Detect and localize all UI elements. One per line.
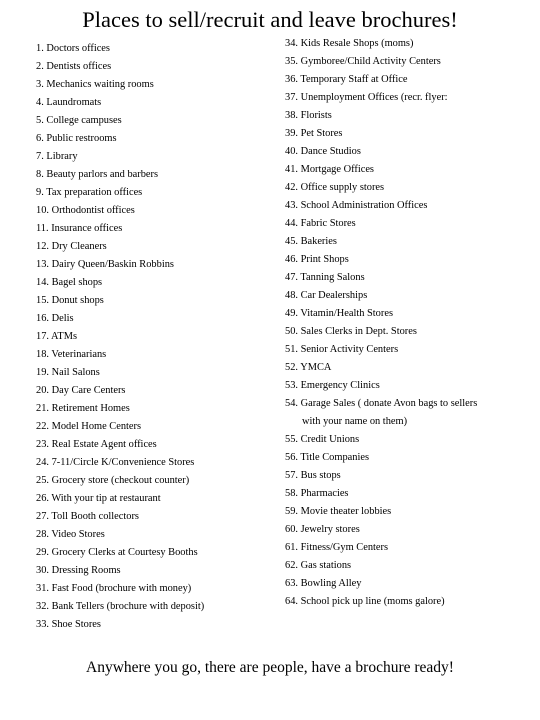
list-item: 37. Unemployment Offices (recr. flyer: xyxy=(285,92,448,103)
list-item: 39. Pet Stores xyxy=(285,128,343,139)
list-item: 36. Temporary Staff at Office xyxy=(285,74,408,85)
list-item: 44. Fabric Stores xyxy=(285,218,356,229)
list-item: 21. Retirement Homes xyxy=(36,403,130,414)
list-item: 6. Public restrooms xyxy=(36,133,117,144)
list-item: 41. Mortgage Offices xyxy=(285,164,374,175)
list-item: 63. Bowling Alley xyxy=(285,578,362,589)
list-item: 20. Day Care Centers xyxy=(36,385,126,396)
list-item: 24. 7-11/Circle K/Convenience Stores xyxy=(36,457,195,468)
list-item: 11. Insurance offices xyxy=(36,223,123,234)
footer-tagline: Anywhere you go, there are people, have a brochure ready! xyxy=(86,659,454,676)
list-item: 33. Shoe Stores xyxy=(36,619,101,630)
list-item: 35. Gymboree/Child Activity Centers xyxy=(285,56,441,67)
list-item: 25. Grocery store (checkout counter) xyxy=(36,475,190,486)
list-item: 23. Real Estate Agent offices xyxy=(36,439,157,450)
list-item: 17. ATMs xyxy=(36,331,77,342)
list-item: 16. Delis xyxy=(36,313,74,324)
list-item: 40. Dance Studios xyxy=(285,146,361,157)
list-item: 64. School pick up line (moms galore) xyxy=(285,596,445,607)
list-item: 59. Movie theater lobbies xyxy=(285,506,392,517)
list-item: 49. Vitamin/Health Stores xyxy=(285,308,393,319)
list-item: 10. Orthodontist offices xyxy=(36,205,135,216)
list-item: 15. Donut shops xyxy=(36,295,104,306)
list-item: 57. Bus stops xyxy=(285,470,341,481)
list-item: 8. Beauty parlors and barbers xyxy=(36,169,159,180)
list-item-continuation: with your name on them) xyxy=(302,416,408,427)
list-item: 61. Fitness/Gym Centers xyxy=(285,542,389,553)
list-item: 18. Veterinarians xyxy=(36,349,107,360)
list-item: 38. Florists xyxy=(285,110,332,121)
list-item: 13. Dairy Queen/Baskin Robbins xyxy=(36,259,174,270)
list-item: 60. Jewelry stores xyxy=(285,524,360,535)
list-item: 52. YMCA xyxy=(285,362,332,373)
list-item: 9. Tax preparation offices xyxy=(36,187,143,198)
list-item: 1. Doctors offices xyxy=(36,43,110,54)
list-item: 55. Credit Unions xyxy=(285,434,360,445)
list-item: 47. Tanning Salons xyxy=(285,272,365,283)
list-item: 7. Library xyxy=(36,151,78,162)
list-item: 42. Office supply stores xyxy=(285,182,385,193)
list-item: 45. Bakeries xyxy=(285,236,337,247)
list-item: 2. Dentists offices xyxy=(36,61,112,72)
list-item xyxy=(285,413,535,431)
list-item: 54. Garage Sales ( donate Avon bags to sellers xyxy=(285,398,478,409)
list-item: 30. Dressing Rooms xyxy=(36,565,121,576)
list-item: 3. Mechanics waiting rooms xyxy=(36,79,154,90)
list-item: 28. Video Stores xyxy=(36,529,105,540)
list-item: 26. With your tip at restaurant xyxy=(36,493,161,504)
list-item: 43. School Administration Offices xyxy=(285,200,428,211)
page-title: Places to sell/recruit and leave brochures! xyxy=(82,7,458,32)
list-item: 22. Model Home Centers xyxy=(36,421,142,432)
list-item: 4. Laundromats xyxy=(36,97,102,108)
list-item: 46. Print Shops xyxy=(285,254,349,265)
list-item: 12. Dry Cleaners xyxy=(36,241,107,252)
list-item: 53. Emergency Clinics xyxy=(285,380,380,391)
list-item: 32. Bank Tellers (brochure with deposit) xyxy=(36,601,205,612)
places-list-right xyxy=(285,35,535,611)
list-item: 51. Senior Activity Centers xyxy=(285,344,399,355)
list-item: 27. Toll Booth collectors xyxy=(36,511,139,522)
list-item: 62. Gas stations xyxy=(285,560,352,571)
list-item: 34. Kids Resale Shops (moms) xyxy=(285,38,414,49)
places-list-left xyxy=(36,40,276,634)
list-item: 50. Sales Clerks in Dept. Stores xyxy=(285,326,417,337)
list-item: 29. Grocery Clerks at Courtesy Booths xyxy=(36,547,198,558)
list-item: 56. Title Companies xyxy=(285,452,370,463)
list-item: 19. Nail Salons xyxy=(36,367,100,378)
list-item: 48. Car Dealerships xyxy=(285,290,368,301)
list-item: 58. Pharmacies xyxy=(285,488,349,499)
list-item: 31. Fast Food (brochure with money) xyxy=(36,583,192,594)
list-item: 14. Bagel shops xyxy=(36,277,103,288)
list-item: 5. College campuses xyxy=(36,115,122,126)
